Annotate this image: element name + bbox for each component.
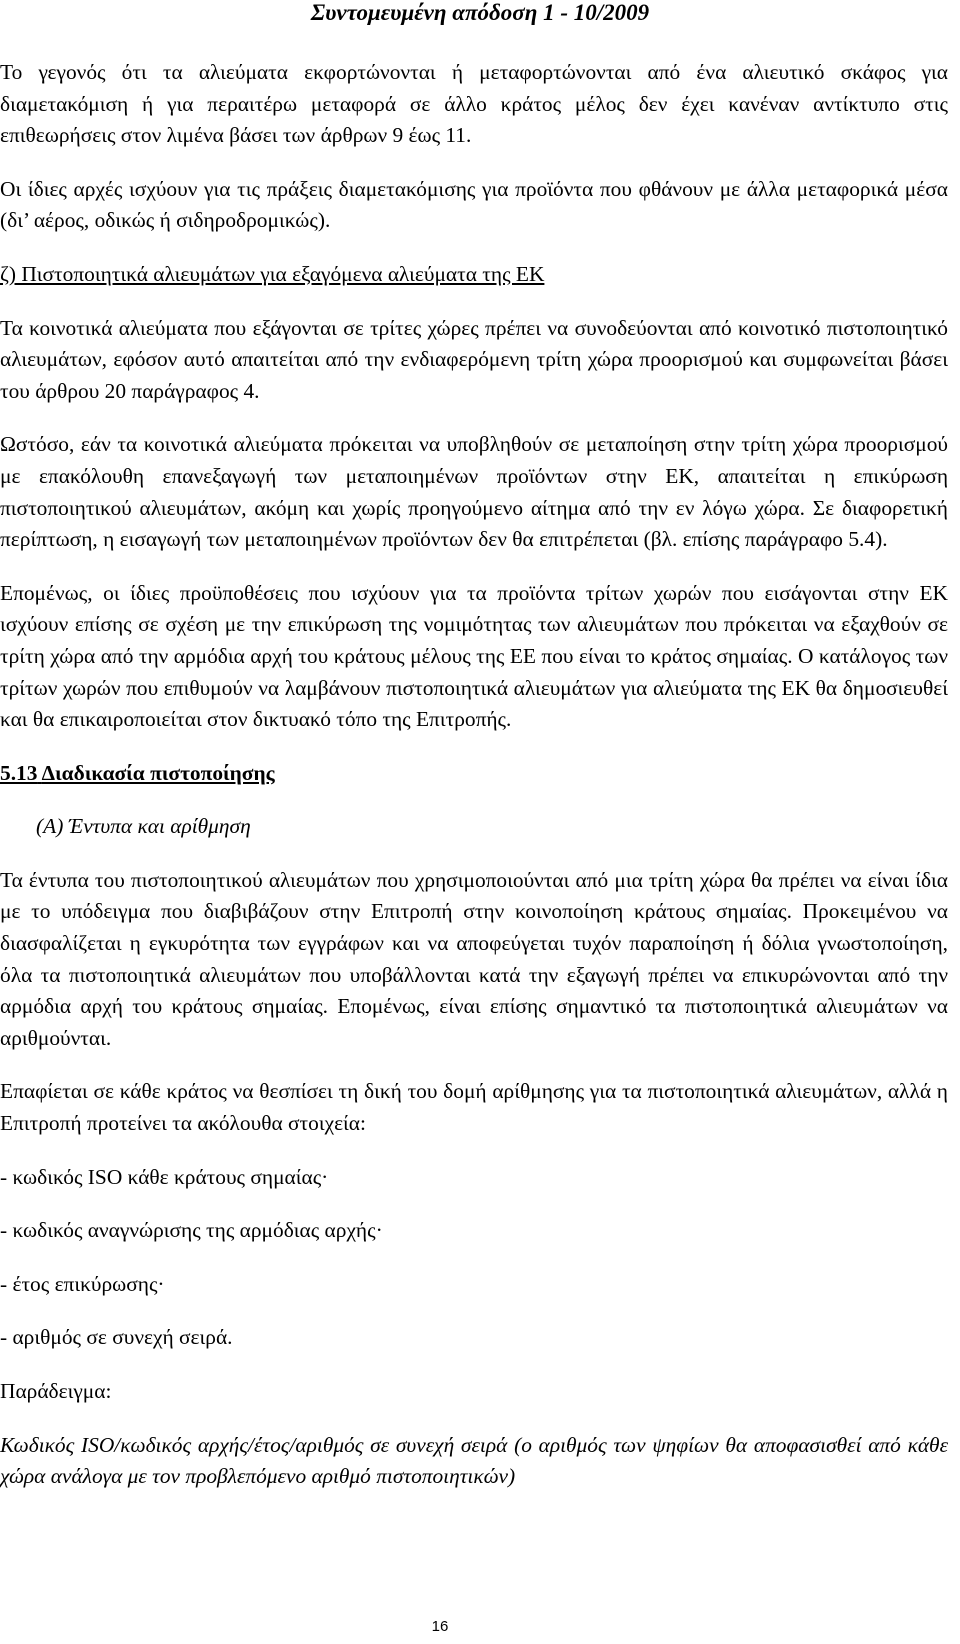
heading-export-certificates-text: ζ) Πιστοποιητικά αλιευμάτων για εξαγόμενα αλιεύματα της ΕΚ — [0, 261, 545, 286]
paragraph-numbering-structure: Επαφίεται σε κάθε κράτος να θεσπίσει τη δική του δομή αρίθμησης για τα πιστοποιητικά αλιευμάτων, αλλά η Επιτροπή προτείνει τα ακόλουθα στοιχεία: — [0, 1079, 948, 1136]
page-number: 16 — [431, 1618, 449, 1635]
paragraph-forms: Τα έντυπα του πιστοποιητικού αλιευμάτων που χρησιμοποιούνται από μια τρίτη χώρα θα πρέπει να είναι ίδια με το υπόδειγμα που διαβιβάζουν στην Επιτροπή στην κοινοποίηση κράτους σημαίας. Προκειμένου να διασφαλίζεται η εγκυρότητα των εγγράφων και να αποφεύγεται τυχόν παραποίηση ή δόλια γνωστοποίηση, όλα τα πιστοποιητικά αλιευμάτων που υποβάλλονται κατά την εξαγωγή πρέπει να επικυρώνονται από την αρμόδια αρχή του κράτους σημαίας. Επομένως, είναι επίσης σημαντικό τα πιστοποιητικά αλιευμάτων να αριθμούνται. — [0, 867, 948, 1050]
paragraph-processing: Ωστόσο, εάν τα κοινοτικά αλιεύματα πρόκειται να υποβληθούν σε μεταποίηση στην τρίτη χώρα προορισμού με επακόλουθη επανεξαγωγή των μεταποιημένων προϊόντων στην ΕΚ, απαιτείται η επικύρωση πιστοποιητικού αλιευμάτων, ακόμη και χωρίς προηγούμενο αίτημα από την εν λόγω χώρα. Σε διαφορετική περίπτωση, η εισαγωγή των μεταποιημένων προϊόντων δεν θα επιτρέπεται (βλ. επίσης παράγραφο 5.4). — [0, 432, 948, 552]
section-heading — [0, 758, 948, 790]
paragraph-community-catches: Τα κοινοτικά αλιεύματα που εξάγονται σε τρίτες χώρες πρέπει να συνοδεύονται από κοινοτικό πιστοποιητικό αλιευμάτων, εφόσον αυτό απαιτείται από την ενδιαφερόμενη τρίτη χώρα προορισμού και συμφωνείται βάσει του άρθρου 20 παράγραφος 4. — [0, 315, 948, 403]
paragraph-conditions: Επομένως, οι ίδιες προϋποθέσεις που ισχύουν για τα προϊόντα τρίτων χωρών που εισάγονται στην ΕΚ ισχύουν επίσης σε σχέση με την επικύρωση της νομιμότητας των αλιευμάτων που πρόκειται να εξαχθούν σε τρίτη χώρα από την αρμόδια αρχή του κράτους μέλους της ΕΕ που είναι το κράτος σημαίας. Ο κατάλογος των τρίτων χωρών που επιθυμούν να λαμβάνουν πιστοποιητικά αλιευμάτων για αλιεύματα της ΕΚ θα δημοσιευθεί και θα επικαιροποιείται στον δικτυακό τόπο της Επιτροπής. — [0, 580, 948, 732]
list-item: - κωδικός ISO κάθε κράτους σημαίας· — [0, 1164, 329, 1189]
heading-export-certificates — [0, 259, 948, 291]
list-item: - κωδικός αναγνώρισης της αρμόδιας αρχής· — [0, 1218, 383, 1243]
section-number: 5.13 — [0, 760, 38, 785]
paragraph-transshipment: Το γεγονός ότι τα αλιεύματα εκφορτώνονται ή μεταφορτώνονται από ένα αλιευτικό σκάφος για διαμετακόμιση ή για περαιτέρω μεταφορά σε άλλο κράτος μέλος δεν έχει κανέναν αντίκτυπο στις επιθεωρήσεις στον λιμένα βάσει των άρθρων 9 έως 11. — [0, 60, 948, 148]
paragraph-transit: Οι ίδιες αρχές ισχύουν για τις πράξεις διαμετακόμισης για προϊόντα που φθάνουν με άλλα μεταφορικά μέσα (δι’ αέρος, οδικώς ή σιδηροδρομικώς). — [0, 176, 948, 233]
document-body — [0, 57, 948, 1515]
subheading-forms-numbering: (Α) Έντυπα και αρίθμηση — [36, 814, 251, 839]
list-item: - αριθμός σε συνεχή σειρά. — [0, 1325, 233, 1350]
list-item: - έτος επικύρωσης· — [0, 1271, 165, 1296]
page-header-title: Συντομευμένη απόδοση 1 - 10/2009 — [310, 0, 650, 25]
section-title: Διαδικασία πιστοποίησης — [41, 760, 275, 785]
example-text: Κωδικός ISO/κωδικός αρχής/έτος/αριθμός σε συνεχή σειρά (ο αριθμός των ψηφίων θα αποφασισθεί από κάθε χώρα ανάλογα με τον προβλεπόμενο αριθμό πιστοποιητικών) — [0, 1432, 948, 1489]
example-label: Παράδειγμα: — [0, 1379, 112, 1403]
